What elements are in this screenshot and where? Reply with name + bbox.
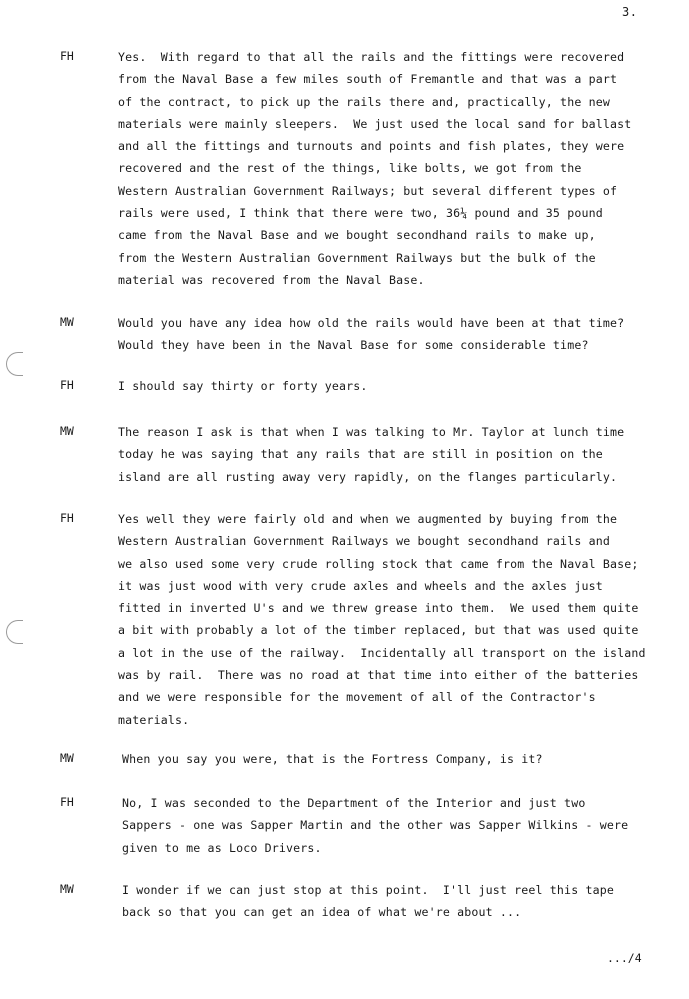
- speech-text: [118, 378, 368, 400]
- speech-line: materials were mainly sleepers. We just used the local sand for ballast: [118, 116, 632, 131]
- speech-line: a bit with probably a lot of the timber replaced, but that was used quite: [118, 623, 639, 638]
- speaker-label: MW: [60, 424, 74, 438]
- speech-line: I should say thirty or forty years.: [118, 379, 368, 393]
- speech-line: from the Naval Base a few miles south of Fremantle and that was a part: [118, 72, 618, 87]
- speech-text: [118, 511, 646, 734]
- speech-line: from the Western Australian Government Railways but the bulk of the: [118, 250, 596, 265]
- speech-text: [122, 882, 614, 927]
- speech-text: [122, 751, 543, 773]
- page-number: 3.: [622, 5, 638, 19]
- speech-line: Sappers - one was Sapper Martin and the other was Sapper Wilkins - were: [122, 818, 629, 833]
- speaker-label: MW: [60, 315, 74, 329]
- speech-line: island are all rusting away very rapidly, on the flanges particularly.: [118, 469, 618, 484]
- speech-line: we also used some very crude rolling stock that came from the Naval Base;: [118, 556, 639, 571]
- speech-line: No, I was seconded to the Department of the Interior and just two: [122, 796, 586, 810]
- speech-line: When you say you were, that is the Fortress Company, is it?: [122, 752, 543, 766]
- speech-line: recovered and the rest of the things, like bolts, we got from the: [118, 161, 582, 176]
- punch-hole-mark: [6, 352, 23, 376]
- speech-line: given to me as Loco Drivers.: [122, 840, 322, 855]
- speech-line: Western Australian Government Railways; but several different types of: [118, 183, 618, 198]
- speech-line: back so that you can get an idea of what we're about ...: [122, 905, 522, 920]
- speaker-label: FH: [60, 49, 74, 63]
- speech-line: and we were responsible for the movement of all of the Contractor's: [118, 690, 596, 705]
- punch-hole-mark: [6, 620, 23, 644]
- speech-text: [118, 424, 624, 491]
- speech-line: fitted in inverted U's and we threw grease into them. We used them quite: [118, 601, 639, 616]
- speech-line: a lot in the use of the railway. Incidentally all transport on the island: [118, 645, 646, 660]
- speech-text: [118, 315, 624, 360]
- speech-line: Yes well they were fairly old and when we augmented by buying from the: [118, 512, 618, 526]
- speech-line: Would they have been in the Naval Base for some considerable time?: [118, 338, 589, 353]
- speaker-label: MW: [60, 882, 74, 896]
- speaker-label: FH: [60, 511, 74, 525]
- speech-line: it was just wood with very crude axles and wheels and the axles just: [118, 578, 603, 593]
- speech-line: I wonder if we can just stop at this point. I'll just reel this tape: [122, 883, 614, 897]
- continuation-marker: .../4: [607, 951, 642, 965]
- speaker-label: MW: [60, 751, 74, 765]
- speech-line: material was recovered from the Naval Base.: [118, 272, 425, 287]
- speech-line: Yes. With regard to that all the rails and the fittings were recovered: [118, 50, 625, 64]
- speech-line: materials.: [118, 712, 190, 727]
- speech-line: today he was saying that any rails that are still in position on the: [118, 447, 603, 462]
- speaker-label: FH: [60, 795, 74, 809]
- speech-line: was by rail. There was no road at that time into either of the batteries: [118, 668, 639, 683]
- speech-text: [122, 795, 628, 862]
- speech-line: The reason I ask is that when I was talking to Mr. Taylor at lunch time: [118, 425, 625, 439]
- speech-line: came from the Naval Base and we bought secondhand rails to make up,: [118, 228, 596, 243]
- speech-line: and all the fittings and turnouts and points and fish plates, they were: [118, 139, 625, 154]
- speech-text: [118, 49, 631, 294]
- speech-line: of the contract, to pick up the rails there and, practically, the new: [118, 94, 610, 109]
- speaker-label: FH: [60, 378, 74, 392]
- speech-line: Would you have any idea how old the rails would have been at that time?: [118, 316, 625, 330]
- speech-line: rails were used, I think that there were two, 36¼ pound and 35 pound: [118, 206, 603, 221]
- speech-line: Western Australian Government Railways we bought secondhand rails and: [118, 534, 610, 549]
